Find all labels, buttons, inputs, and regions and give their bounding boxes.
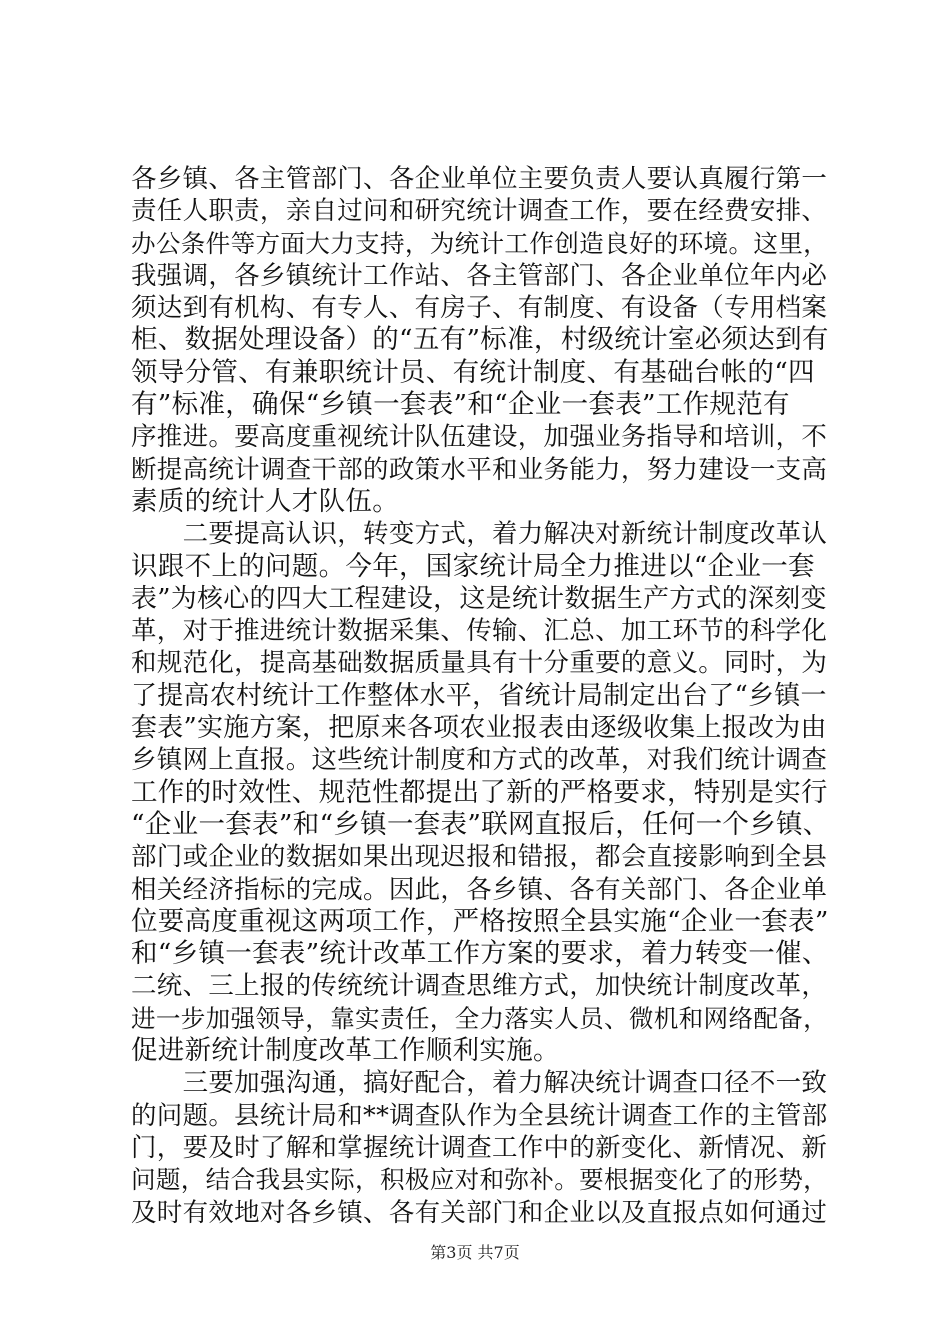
paragraph-3 [131,1067,831,1228]
text-line: 乡镇网上直报。这些统计制度和方式的改革，对我们统计调查 [131,745,828,776]
document-body [131,163,831,1229]
text-line: 责任人职责，亲自过问和研究统计调查工作，要在经费安排、 [131,196,828,227]
text-line: 促进新统计制度改革工作顺利实施。 [131,1035,560,1067]
text-line: 的问题。县统计局和**调查队作为全县统计调查工作的主管部 [131,1100,828,1131]
text-line: 二统、三上报的传统统计调查思维方式，加快统计制度改革， [131,971,828,1002]
text-line: 表”为核心的四大工程建设，这是统计数据生产方式的深刻变 [131,583,827,614]
text-line: 和规范化，提高基础数据质量具有十分重要的意义。同时，为 [131,648,828,679]
text-line: 套表”实施方案，把原来各项农业报表由逐级收集上报改为由 [131,713,827,744]
text-line: 问题，结合我县实际，积极应对和弥补。要根据变化了的形势， [131,1165,829,1195]
text-line: 序推进。要高度重视统计队伍建设，加强业务指导和培训，不 [131,422,828,453]
text-line: 须达到有机构、有专人、有房子、有制度、有设备（专用档案 [131,293,828,324]
text-line: 有”标准，确保“乡镇一套表”和“企业一套表”工作规范有 [131,389,790,421]
text-line: 各乡镇、各主管部门、各企业单位主要负责人要认真履行第一 [131,164,828,194]
page-footer [0,1243,950,1263]
page-number-label: 第3页 共7页 [430,1243,520,1262]
text-line: 柜、数据处理设备）的“五有”标准，村级统计室必须达到有 [131,324,829,356]
text-line: 相关经济指标的完成。因此，各乡镇、各有关部门、各企业单 [131,874,828,905]
text-line: 三要加强沟通，搞好配合，着力解决统计调查口径不一致 [131,1068,828,1099]
text-line: 领导分管、有兼职统计员、有统计制度、有基础台帐的“四 [131,356,815,388]
paragraph-2 [131,518,831,1067]
text-line: 门，要及时了解和掌握统计调查工作中的新变化、新情况、新 [131,1132,828,1163]
text-line: 及时有效地对各乡镇、各有关部门和企业以及直报点如何通过 [131,1197,828,1228]
text-line: 断提高统计调查干部的政策水平和业务能力，努力建设一支高 [131,454,828,485]
text-line: 识跟不上的问题。今年，国家统计局全力推进以“企业一套 [131,550,815,582]
text-line: 了提高农村统计工作整体水平，省统计局制定出台了“乡镇一 [131,680,827,711]
text-line: 位要高度重视这两项工作，严格按照全县实施“企业一套表” [131,905,829,937]
text-line: 我强调，各乡镇统计工作站、各主管部门、各企业单位年内必 [131,260,828,291]
paragraph-1 [131,163,831,518]
text-line: 工作的时效性、规范性都提出了新的严格要求，特别是实行 [131,776,828,808]
text-line: 部门或企业的数据如果出现迟报和错报，都会直接影响到全县 [131,842,828,873]
text-line: “企业一套表”和“乡镇一套表”联网直报后，任何一个乡镇、 [131,808,830,840]
text-line: 素质的统计人才队伍。 [131,485,399,517]
text-line: 办公条件等方面大力支持，为统计工作创造良好的环境。这里， [131,228,829,258]
text-line: 革，对于推进统计数据采集、传输、汇总、加工环节的科学化 [131,616,828,647]
text-line: 进一步加强领导，靠实责任，全力落实人员、微机和网络配备， [131,1003,829,1033]
text-line: 和“乡镇一套表”统计改革工作方案的要求，着力转变一催、 [131,938,829,970]
text-line: 二要提高认识，转变方式，着力解决对新统计制度改革认 [131,519,828,550]
